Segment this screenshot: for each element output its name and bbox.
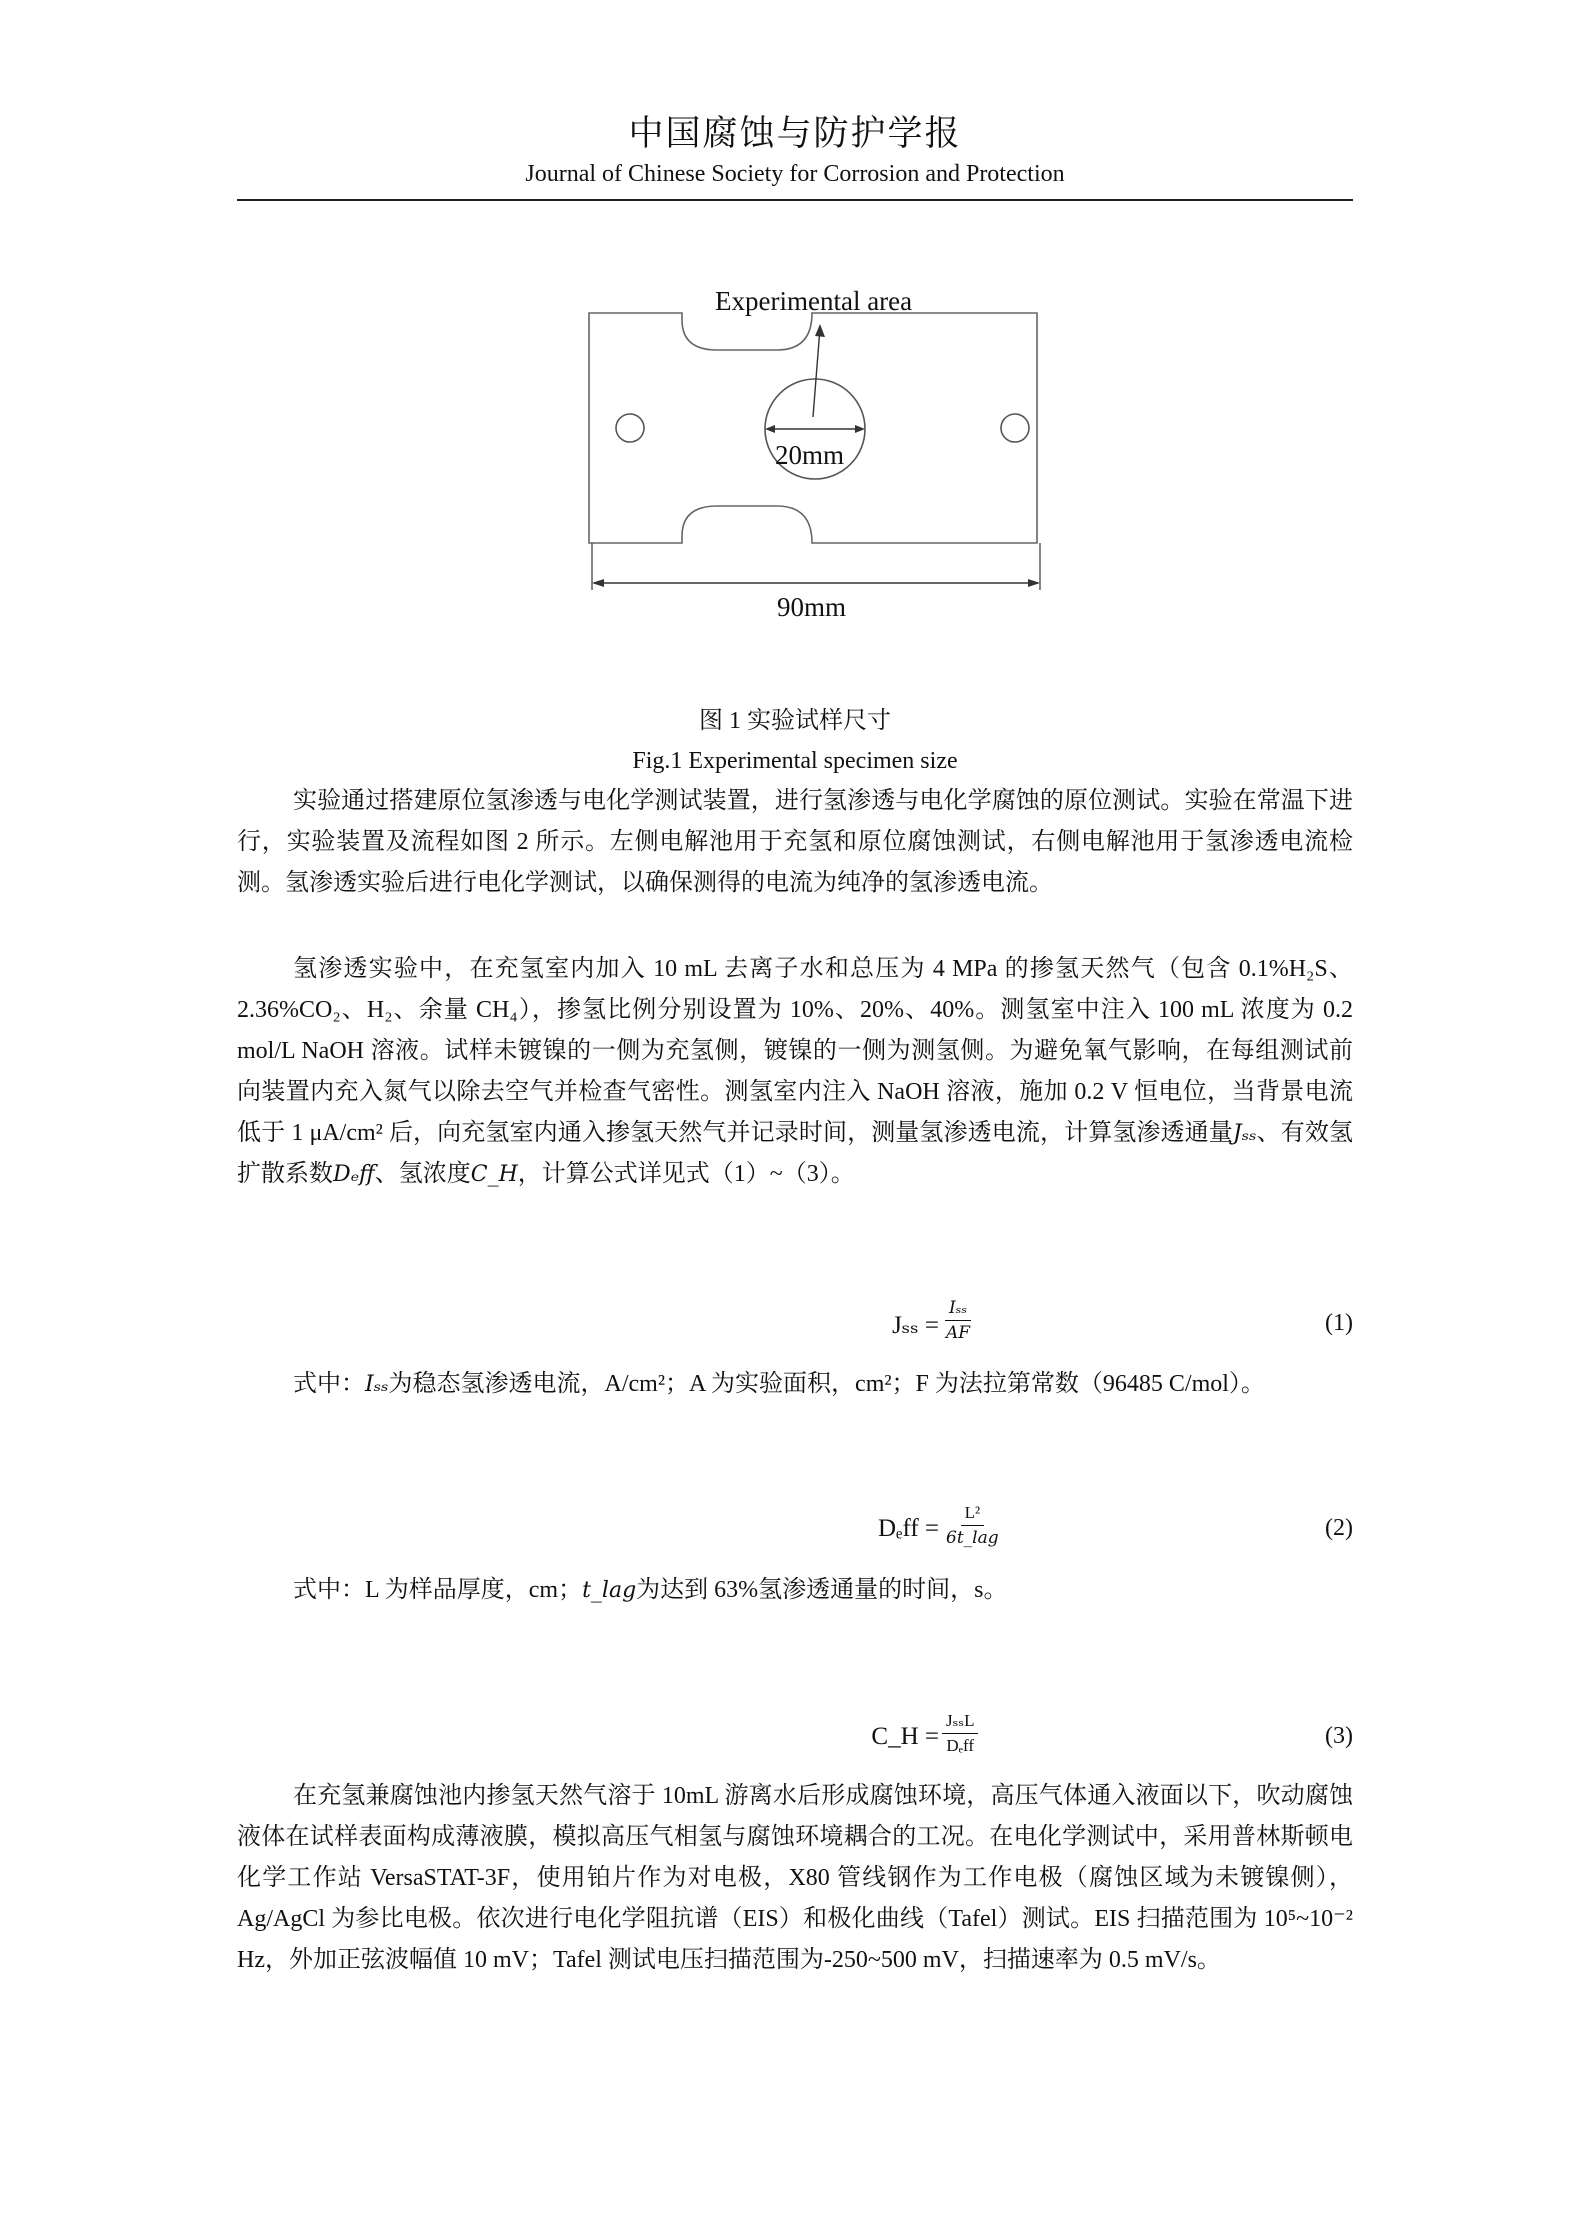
equation-2-number: (2) [1325, 1515, 1353, 1541]
eq2-explanation-prefix: 式中：L 为样品厚度，cm； [293, 1577, 583, 1603]
paragraph-eq1-explanation [237, 1364, 1353, 1405]
left-bolt-hole [616, 414, 644, 442]
equation-2-fraction [942, 1503, 1003, 1548]
journal-header [237, 112, 1353, 190]
equation-1-fraction [942, 1298, 974, 1343]
equation-2-lhs: Dₑff = [877, 1515, 939, 1542]
eq1-explanation-prefix: 式中： [293, 1371, 365, 1397]
paragraph-method-text-3: 、氢浓度 [374, 1161, 471, 1187]
equation-2 [237, 1495, 1353, 1565]
symbol-iss: Iₛₛ [365, 1372, 389, 1397]
width-arrow-right [1028, 579, 1040, 587]
equation-2-denominator: 6t_lag [946, 1528, 999, 1548]
equation-3-denominator: Dₑff [946, 1736, 975, 1755]
equation-2-numerator: L² [961, 1503, 984, 1526]
diameter-arrow-left [765, 425, 775, 433]
equation-1-number: (1) [1325, 1310, 1353, 1336]
specimen-outline-right [802, 313, 1037, 350]
paragraph-method [237, 949, 1353, 1195]
equation-3-fraction [942, 1711, 978, 1756]
equation-3 [237, 1703, 1353, 1773]
header-divider [237, 199, 1353, 201]
diameter-label: 20mm [775, 440, 845, 470]
equation-3-lhs: C_H = [871, 1723, 939, 1750]
equation-1-lhs: Jₛₛ = [892, 1312, 939, 1339]
paragraph-setup: 实验通过搭建原位氢渗透与电化学测试装置，进行氢渗透与电化学腐蚀的原位测试。实验在常温下进行，实验装置及流程如图 2 所示。左侧电解池用于充氢和原位腐蚀测试，右侧电解池用于氢渗透电流检测。氢渗透实验后进行电化学测试，以确保测得的电流为纯净的氢渗透电流。 [237, 788, 1353, 896]
paragraph-method-text-2: 、有效氢扩散系数 [237, 1120, 1353, 1187]
paragraph-electrochemical-test: 在充氢兼腐蚀池内掺氢天然气溶于 10mL 游离水后形成腐蚀环境，高压气体通入液面以下，吹动腐蚀液体在试样表面构成薄液膜，模拟高压气相氢与腐蚀环境耦合的工况。在电化学测试中，采用普林斯顿电化学工作站 VersaSTAT-3F，使用铂片作为对电极，X80 管线钢作为工作电极（腐蚀区域为未镀镍侧），Ag/AgCl 为参比电极。依次进行电化学阻抗谱（EIS）和极化曲线（Tafel）测试。EIS 扫描范围为 10⁵~10⁻² Hz，外加正弦波幅值 10 mV；Tafel 测试电压扫描范围为-250~500 mV，扫描速率为 0.5 mV/s。 [237, 1783, 1353, 1973]
symbol-deff: Dₑff [333, 1162, 375, 1187]
journal-title-cn: 中国腐蚀与防护学报 [628, 114, 962, 153]
figure-caption-cn: 图 1 实验试样尺寸 [699, 708, 891, 734]
right-bolt-hole [1001, 414, 1029, 442]
paragraph-eq2-explanation [237, 1570, 1353, 1611]
eq2-explanation-text: 为达到 63%氢渗透通量的时间，s。 [636, 1577, 1008, 1603]
equation-3-number: (3) [1325, 1723, 1353, 1749]
equation-1 [237, 1290, 1353, 1360]
equation-1-numerator: Iₛₛ [945, 1298, 971, 1321]
symbol-tlag: t_lag [582, 1578, 637, 1603]
journal-title-en: Journal of Chinese Society for Corrosion and Protection [525, 161, 1065, 187]
paragraph-method-text: 氢渗透实验中，在充氢室内加入 10 mL 去离子水和总压为 4 MPa 的掺氢天然气（包含 0.1%H₂S、2.36%CO₂、H₂、余量 CH₄），掺氢比例分别设置为 10%、20%、40%。测氢室中注入 100 mL 浓度为 0.2 mol/L NaOH 溶液。试样未镀镍的一侧为充氢侧，镀镍的一侧为测氢侧。为避免氧气影响，在每组测试前向装置内充入氮气以除去空气并检查气密性。测氢室内注入 NaOH 溶液，施加 0.2 V 恒电位，当背景电流低于 1 μA/cm² 后，向充氢室内通入掺氢天然气并记录时间，测量氢渗透电流，计算氢渗透通量 [237, 956, 1353, 1146]
width-arrow-left [592, 579, 604, 587]
symbol-jss: Jₛₛ [1232, 1121, 1257, 1146]
diameter-arrow-right [855, 425, 865, 433]
equation-3-numerator: JₛₛL [942, 1711, 978, 1734]
specimen-outline [589, 313, 1037, 543]
paragraph-method-text-4: ，计算公式详见式（1）~（3）。 [517, 1161, 855, 1187]
symbol-ch: C_H [470, 1162, 518, 1187]
area-pointer-arrowhead [815, 324, 825, 337]
eq1-explanation-text: 为稳态氢渗透电流，A/cm²；A 为实验面积，cm²；F 为法拉第常数（96485 C/mol）。 [388, 1371, 1265, 1397]
area-pointer-line [813, 328, 820, 417]
specimen-drawing [570, 280, 1070, 630]
specimen-figure [570, 280, 1070, 630]
figure-caption-en: Fig.1 Experimental specimen size [632, 748, 958, 774]
experimental-area-label: Experimental area [715, 286, 913, 316]
width-label: 90mm [777, 592, 847, 622]
equation-1-denominator: AF [946, 1323, 971, 1343]
